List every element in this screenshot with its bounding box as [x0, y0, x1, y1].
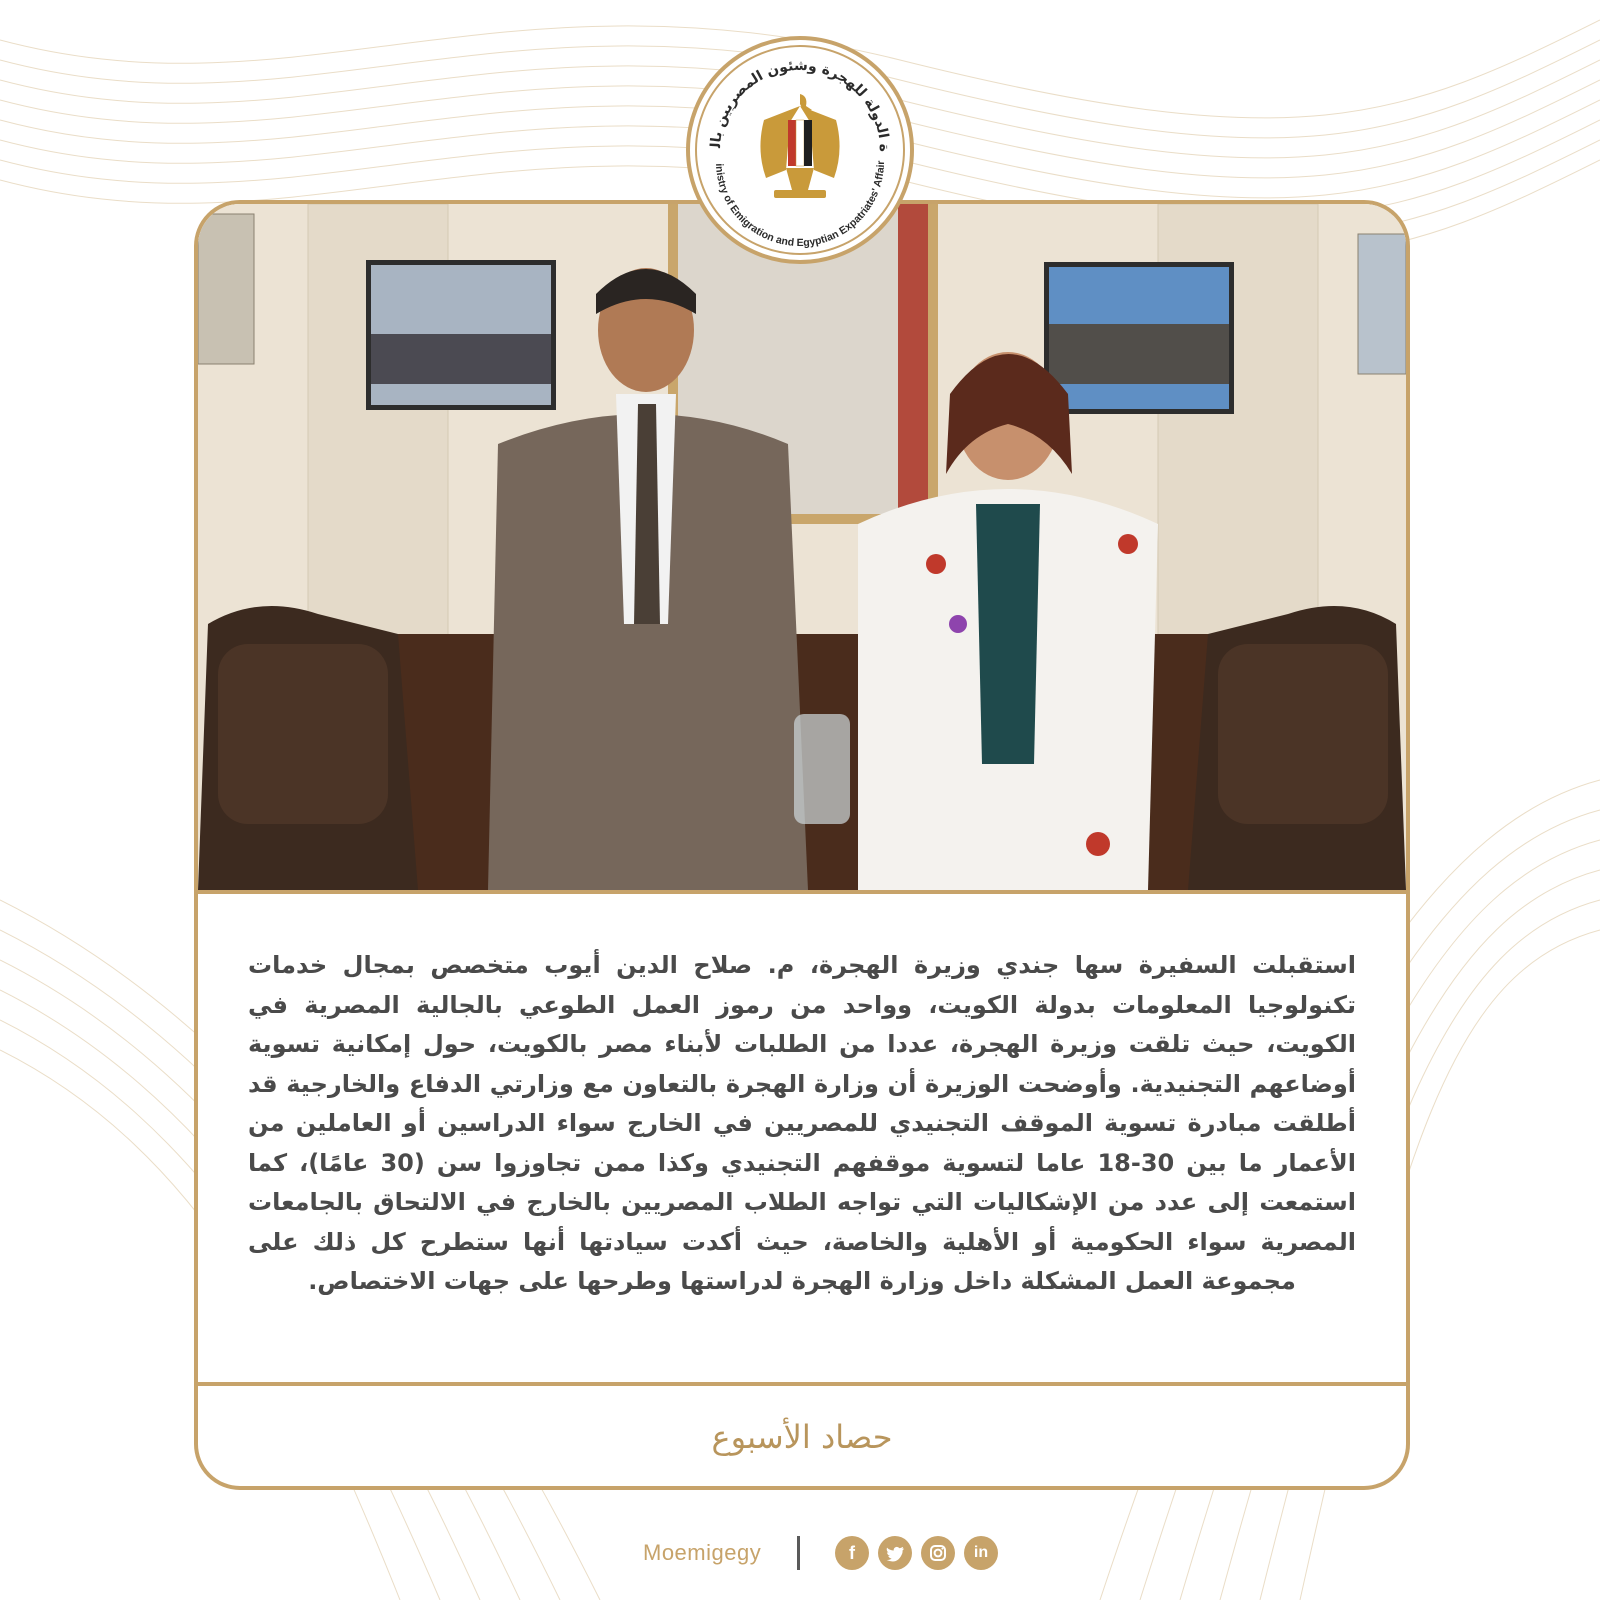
footer-separator — [797, 1536, 800, 1570]
article-body: استقبلت السفيرة سها جندي وزيرة الهجرة، م. صلاح الدين أيوب متخصص بمجال خدمات تكنولوجيا المعلومات بدولة الكويت، وواحد من رموز العمل الطوعي بالجالية المصرية في الكويت، حيث تلقت وزيرة الهجرة، عددا من الطلبات لأبناء مصر بالكويت، حول إمكانية تسوية أوضاعهم التجنيدية. وأوضحت الوزيرة أن وزارة الهجرة بالتعاون مع وزارتي الدفاع والخارجية قد أطلقت مبادرة تسوية الموقف التجنيدي للمصريين في الخارج سواء الدراسين أو العاملين من الأعمار ما بين 30-18 عاما لتسوية موقفهم التجنيدي وكذا ممن تجاوزوا سن (30 عامًا)، كما استمعت إلى عدد من الإشكاليات التي تواجه الطلاب المصريين بالخارج في الالتحاق بالجامعات المصرية سواء الحكومية أو الأهلية والخاصة، حيث أكدت سيادتها أنها ستطرح كل ذلك على مجموعة العمل المشكلة داخل وزارة الهجرة لدراستها وطرحها على جهات الاختصاص. — [248, 951, 1356, 1295]
instagram-icon[interactable] — [921, 1536, 955, 1570]
footer — [0, 1532, 1600, 1576]
meeting-photo — [198, 204, 1406, 894]
logo-english-text: inistry of Emigration and Egyptian Expatriates' Affair — [713, 160, 888, 250]
caption-weekly-harvest: حصاد الأسبوع — [711, 1418, 893, 1456]
linkedin-icon[interactable]: in — [964, 1536, 998, 1570]
facebook-icon[interactable]: f — [835, 1536, 869, 1570]
logo-arabic-text: ة الدولة للهجرة وشئون المصريين بال — [707, 57, 893, 153]
ministry-logo — [686, 36, 914, 264]
content-card — [194, 200, 1410, 1490]
social-handle[interactable]: Moemigegy — [643, 1540, 762, 1565]
card-divider — [198, 1382, 1406, 1386]
twitter-icon[interactable] — [878, 1536, 912, 1570]
